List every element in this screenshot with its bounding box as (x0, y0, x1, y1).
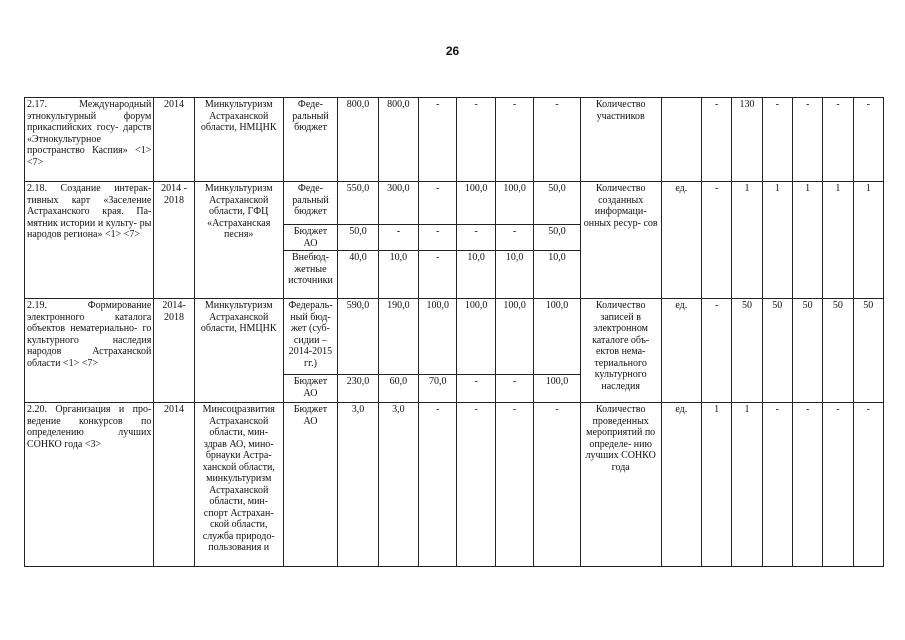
unit: ед. (661, 403, 701, 567)
funding-2016: - (457, 98, 495, 182)
funding-2017: 100,0 (495, 182, 533, 225)
unit: ед. (661, 299, 701, 403)
measure-name: 2.20. Организация и про- ведение конкурсов по определению лучших СОНКО года <3> (25, 403, 154, 567)
funding-2014: 300,0 (378, 182, 418, 225)
funding-2018: 50,0 (534, 225, 580, 251)
baseline: 1 (702, 403, 732, 567)
funding-2014: 60,0 (378, 375, 418, 403)
target-2014: 50 (732, 299, 762, 403)
target-2014: 130 (732, 98, 762, 182)
funding-2015: - (419, 403, 457, 567)
funding-2014: 190,0 (378, 299, 418, 375)
funding-total: 3,0 (338, 403, 378, 567)
target-2018: 1 (853, 182, 883, 299)
funding-source: Внебюд- жетные источники (283, 251, 338, 299)
funding-total: 590,0 (338, 299, 378, 375)
funding-2018: 100,0 (534, 375, 580, 403)
target-2015: 1 (762, 182, 792, 299)
table-row (25, 182, 884, 225)
indicator: Количество записей в электронном каталоге объ- ектов нема- териального культурного наследия (580, 299, 661, 403)
funding-2015: - (419, 225, 457, 251)
target-2018: - (853, 403, 883, 567)
target-2014: 1 (732, 403, 762, 567)
funding-2016: - (457, 375, 495, 403)
target-2015: - (762, 98, 792, 182)
table-row (25, 403, 884, 567)
funding-source: Бюджет АО (283, 375, 338, 403)
funding-2014: 3,0 (378, 403, 418, 567)
target-2016: 1 (792, 182, 822, 299)
funding-2016: 100,0 (457, 299, 495, 375)
table-row (25, 98, 884, 182)
funding-2017: 100,0 (495, 299, 533, 375)
target-2016: 50 (792, 299, 822, 403)
funding-total: 550,0 (338, 182, 378, 225)
funding-2014: - (378, 225, 418, 251)
funding-2016: - (457, 225, 495, 251)
funding-2015: 70,0 (419, 375, 457, 403)
years: 2014- 2018 (154, 299, 194, 403)
executor: Минсоцразвития Астраханской области, мин- здрав АО, мино- брнауки Астра- ханской области, минкультуризм Астраханской области, мин- спорт Астрахан- ской области, служба природо- пользования и (194, 403, 283, 567)
funding-2016: 10,0 (457, 251, 495, 299)
funding-total: 50,0 (338, 225, 378, 251)
executor: Минкультуризм Астраханской области, НМЦНК (194, 299, 283, 403)
measure-name: 2.19. Формирование электронного каталога объектов нематериально- го культурного наследия народов Астраханской области <1> <7> (25, 299, 154, 403)
baseline: - (702, 98, 732, 182)
funding-2016: 100,0 (457, 182, 495, 225)
funding-2015: - (419, 98, 457, 182)
unit: ед. (661, 182, 701, 299)
page-number: 26 (445, 44, 460, 58)
baseline: - (702, 182, 732, 299)
funding-2018: 50,0 (534, 182, 580, 225)
funding-2016: - (457, 403, 495, 567)
target-2016: - (792, 98, 822, 182)
target-2015: 50 (762, 299, 792, 403)
funding-2017: - (495, 375, 533, 403)
funding-2018: 100,0 (534, 299, 580, 375)
funding-2017: - (495, 403, 533, 567)
funding-2018: - (534, 403, 580, 567)
funding-total: 230,0 (338, 375, 378, 403)
funding-2015: 100,0 (419, 299, 457, 375)
program-table (24, 97, 884, 567)
funding-2017: - (495, 98, 533, 182)
years: 2014 - 2018 (154, 182, 194, 299)
funding-total: 800,0 (338, 98, 378, 182)
funding-source: Бюджет АО (283, 403, 338, 567)
target-2017: 50 (823, 299, 853, 403)
executor: Минкультуризм Астраханской области, НМЦНК (194, 98, 283, 182)
measure-name: 2.18. Создание интерак- тивных карт «Заселение Астраханского края. Па- мятник истории и культу- ры народов региона» <1> <7> (25, 182, 154, 299)
funding-source: Бюджет АО (283, 225, 338, 251)
funding-source: Феде- ральный бюджет (283, 182, 338, 225)
indicator: Количество созданных информаци- онных ресур- сов (580, 182, 661, 299)
funding-2018: 10,0 (534, 251, 580, 299)
target-2018: 50 (853, 299, 883, 403)
baseline: - (702, 299, 732, 403)
funding-total: 40,0 (338, 251, 378, 299)
target-2017: 1 (823, 182, 853, 299)
target-2016: - (792, 403, 822, 567)
funding-source: Федераль- ный бюд- жет (суб- сидии – 2014-2015 гг.) (283, 299, 338, 375)
executor: Минкультуризм Астраханской области, ГФЦ «Астраханская песня» (194, 182, 283, 299)
target-2018: - (853, 98, 883, 182)
target-2017: - (823, 98, 853, 182)
target-2015: - (762, 403, 792, 567)
funding-2014: 10,0 (378, 251, 418, 299)
years: 2014 (154, 403, 194, 567)
funding-2017: - (495, 225, 533, 251)
years: 2014 (154, 98, 194, 182)
funding-source: Феде- ральный бюджет (283, 98, 338, 182)
target-2014: 1 (732, 182, 762, 299)
measure-name: 2.17. Международный этнокультурный форум прикаспийских госу- дарств «Этнокультурное пространство Каспия» <1> <7> (25, 98, 154, 182)
indicator: Количество участников (580, 98, 661, 182)
table-row (25, 299, 884, 375)
funding-2015: - (419, 251, 457, 299)
target-2017: - (823, 403, 853, 567)
funding-2014: 800,0 (378, 98, 418, 182)
unit (661, 98, 701, 182)
indicator: Количество проведенных мероприятий по определе- нию лучших СОНКО года (580, 403, 661, 567)
funding-2015: - (419, 182, 457, 225)
funding-2018: - (534, 98, 580, 182)
funding-2017: 10,0 (495, 251, 533, 299)
